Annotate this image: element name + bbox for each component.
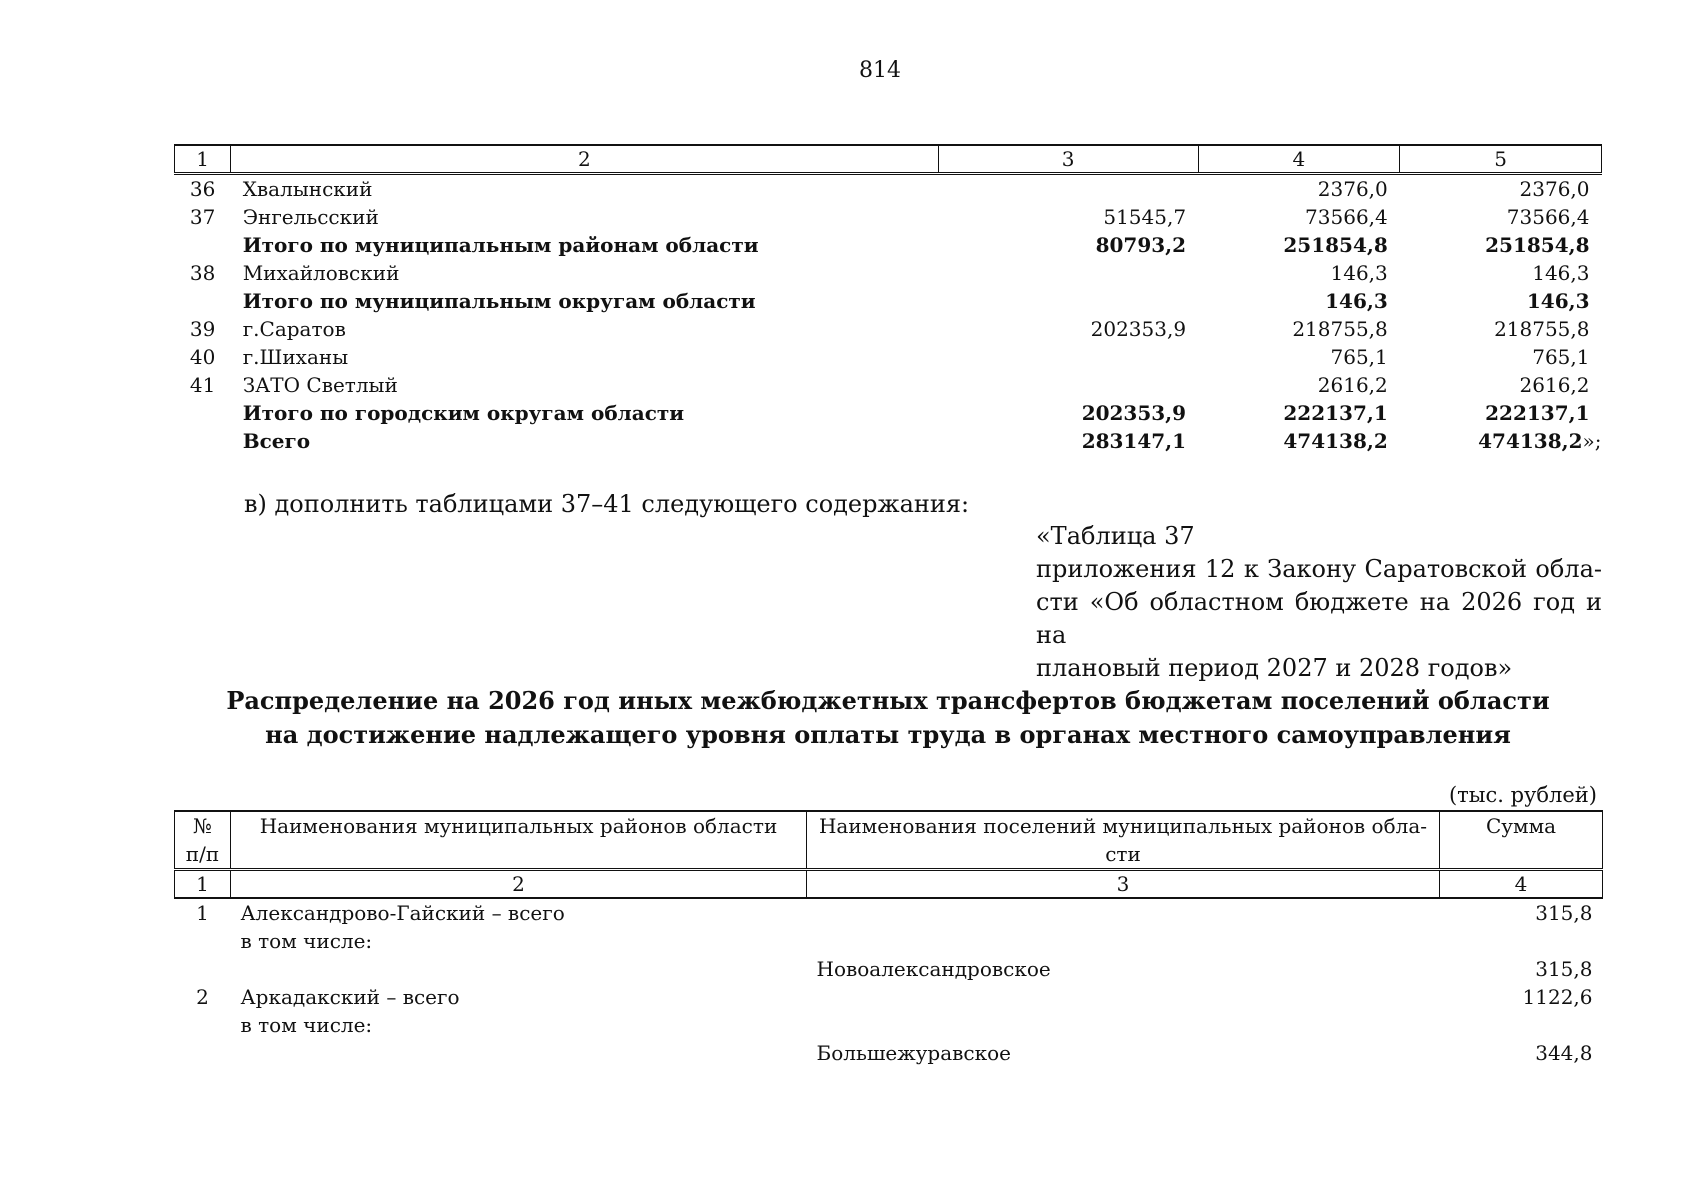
amendment-paragraph: в) дополнить таблицами 37–41 следующего содержания:	[244, 490, 970, 518]
row-number: 40	[189, 345, 216, 369]
column-index: 4	[1440, 870, 1603, 899]
row-value: 80793,2	[1095, 233, 1187, 257]
row-number	[175, 955, 231, 983]
row-value: 283147,1	[1081, 429, 1187, 453]
row-value: 251854,8	[1485, 233, 1590, 257]
column-index: 2	[231, 145, 938, 174]
district-name	[231, 1039, 807, 1067]
row-value: 51545,7	[1103, 205, 1187, 229]
row-number: 37	[189, 205, 216, 229]
district-name: в том числе:	[240, 929, 373, 953]
table-row	[175, 983, 1603, 1011]
table-caption	[1036, 520, 1602, 685]
table-row	[175, 1039, 1603, 1067]
column-index: 5	[1400, 145, 1602, 174]
row-sum: 344,8	[1535, 1041, 1593, 1065]
settlement-name	[807, 1011, 1440, 1039]
row-value: 202353,9	[1090, 317, 1187, 341]
row-sum	[1440, 1011, 1603, 1039]
table-row	[175, 231, 1602, 259]
district-name	[231, 955, 807, 983]
row-value	[938, 174, 1198, 204]
page-number: 814	[859, 58, 901, 83]
row-number	[175, 927, 231, 955]
closing-quote: »;	[1582, 429, 1602, 453]
row-value: 218755,8	[1494, 317, 1590, 341]
header-number: № п/п	[175, 811, 231, 870]
row-name: Хвалынский	[242, 177, 373, 201]
table-row	[175, 259, 1602, 287]
row-name: Михайловский	[242, 261, 400, 285]
column-index: 4	[1198, 145, 1400, 174]
row-value: 146,3	[1330, 261, 1388, 285]
district-name: Александрово-Гайский – всего	[240, 901, 565, 925]
row-sum: 315,8	[1535, 901, 1593, 925]
row-value: 73566,4	[1506, 205, 1590, 229]
table-row	[175, 927, 1603, 955]
column-index: 2	[231, 870, 807, 899]
row-number: 41	[189, 373, 216, 397]
title-line: Распределение на 2026 год иных межбюджетных трансфертов бюджетам поселений области	[226, 686, 1550, 715]
settlement-name	[807, 983, 1440, 1011]
row-value	[938, 343, 1198, 371]
row-value: 146,3	[1532, 261, 1590, 285]
row-name: Итого по муниципальным районам области	[242, 233, 759, 257]
row-number	[175, 399, 231, 427]
units-label: (тыс. рублей)	[1448, 783, 1597, 807]
table-row	[175, 399, 1602, 427]
row-value: 765,1	[1330, 345, 1388, 369]
row-value: 218755,8	[1292, 317, 1388, 341]
district-name: Аркадакский – всего	[240, 985, 460, 1009]
row-value: 251854,8	[1283, 233, 1388, 257]
row-value: 474138,2	[1283, 429, 1388, 453]
row-number: 38	[189, 261, 216, 285]
row-name: ЗАТО Светлый	[242, 373, 398, 397]
column-index: 1	[175, 145, 231, 174]
row-value: 146,3	[1325, 289, 1388, 313]
header-settlement: Наименования поселений муниципальных районов обла-сти	[807, 811, 1440, 870]
column-index: 3	[807, 870, 1440, 899]
row-value: 474138,2»;	[1478, 429, 1602, 453]
settlement-name: Большежуравское	[816, 1041, 1011, 1065]
row-value: 222137,1	[1283, 401, 1388, 425]
table-row	[175, 371, 1602, 399]
row-number	[175, 427, 231, 455]
column-index: 1	[175, 870, 231, 899]
row-name: Всего	[242, 429, 311, 453]
table-header-row	[175, 145, 1602, 174]
row-value	[938, 371, 1198, 399]
row-number	[175, 231, 231, 259]
row-number: 2	[196, 985, 209, 1009]
table-row	[175, 315, 1602, 343]
settlements-table	[174, 810, 1603, 1067]
table-row	[175, 174, 1602, 204]
row-name: г.Саратов	[242, 317, 346, 341]
title-line: на достижение надлежащего уровня оплаты труда в органах местного самоуправления	[265, 720, 1511, 749]
row-value: 146,3	[1526, 289, 1590, 313]
row-value: 765,1	[1532, 345, 1590, 369]
header-sum: Сумма	[1440, 811, 1603, 870]
caption-line: сти «Об областном бюджете на 2026 год и на	[1036, 588, 1602, 649]
caption-line: «Таблица 37	[1036, 522, 1195, 550]
row-value: 2376,0	[1317, 177, 1388, 201]
row-number	[175, 1011, 231, 1039]
row-number: 1	[196, 901, 209, 925]
row-value: 73566,4	[1305, 205, 1388, 229]
row-value	[938, 259, 1198, 287]
settlement-name	[807, 898, 1440, 927]
row-value: 2376,0	[1519, 177, 1590, 201]
header-district: Наименования муниципальных районов области	[231, 811, 807, 870]
row-number	[175, 287, 231, 315]
table-row	[175, 203, 1602, 231]
table-row	[175, 898, 1603, 927]
district-name: в том числе:	[240, 1013, 373, 1037]
settlement-name	[807, 927, 1440, 955]
table-header-row	[175, 811, 1603, 870]
table-title	[174, 684, 1602, 752]
row-value: 2616,2	[1519, 373, 1590, 397]
row-number: 36	[189, 177, 216, 201]
settlement-name: Новоалександровское	[816, 957, 1051, 981]
table-row	[175, 1011, 1603, 1039]
table-row	[175, 343, 1602, 371]
table-row	[175, 955, 1603, 983]
districts-table	[174, 144, 1602, 455]
row-name: г.Шиханы	[242, 345, 349, 369]
table-index-row	[175, 870, 1603, 899]
row-value: 222137,1	[1485, 401, 1590, 425]
caption-line: плановый период 2027 и 2028 годов»	[1036, 654, 1513, 682]
table-row	[175, 427, 1602, 455]
row-value: 202353,9	[1081, 401, 1187, 425]
row-sum: 315,8	[1535, 957, 1593, 981]
row-number	[175, 1039, 231, 1067]
row-value: 2616,2	[1317, 373, 1388, 397]
row-name: Итого по муниципальным округам области	[242, 289, 756, 313]
caption-line: приложения 12 к Закону Саратовской обла-	[1036, 555, 1602, 583]
column-index: 3	[938, 145, 1198, 174]
table-row	[175, 287, 1602, 315]
row-sum: 1122,6	[1522, 985, 1593, 1009]
row-name: Итого по городским округам области	[242, 401, 685, 425]
row-sum	[1440, 927, 1603, 955]
row-value	[938, 287, 1198, 315]
row-name: Энгельсский	[242, 205, 379, 229]
row-number: 39	[189, 317, 216, 341]
